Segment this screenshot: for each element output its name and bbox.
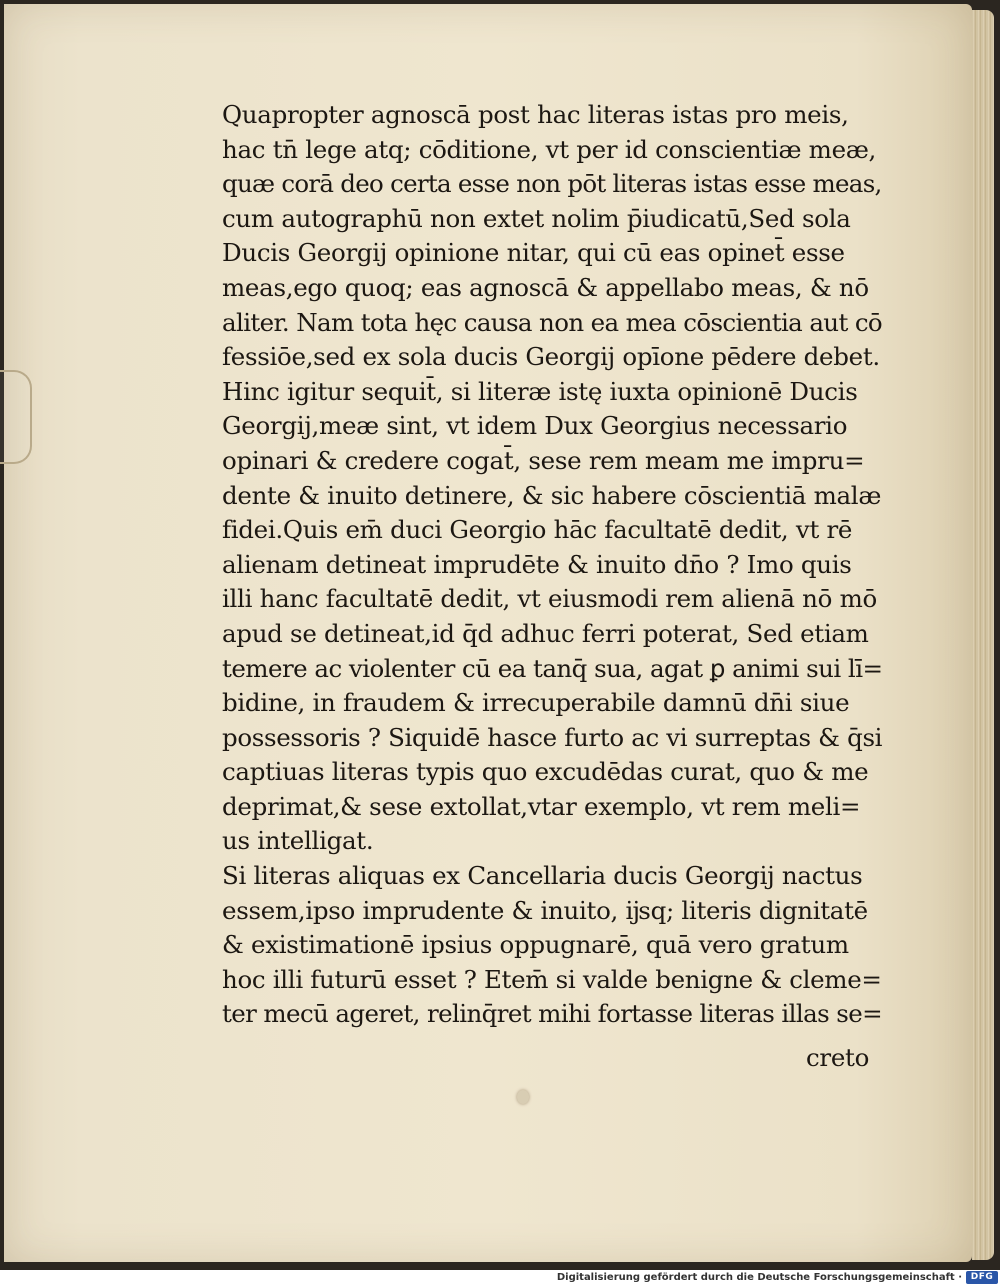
text-line: deprimat,& sese extollat,vtar exemplo, vt rem meli= [222, 791, 861, 821]
clasp-mark [0, 370, 32, 464]
footer-bar [0, 1270, 1000, 1285]
text-line: Hinc igitur sequit̄, si literæ istę iuxta opinionē Ducis [222, 376, 858, 406]
text-line: bidine, in fraudem & irrecuperabile damnū dn̄i siue [222, 688, 850, 718]
text-line: Georgij,meæ sint, vt idem Dux Georgius necessario [222, 411, 848, 441]
text-line: alienam detineat imprudēte & inuito dn̄o ? Imo quis [222, 549, 852, 579]
text-line: essem,ipso imprudente & inuito, ĳsq; literis dignitatē [222, 895, 868, 925]
text-line: captiuas literas typis quo excudēdas curat, quo & me [222, 757, 869, 787]
footer-credit: Digitalisierung gefördert durch die Deutsche Forschungsgemeinschaft · [556, 1272, 962, 1283]
text-line: ter mecū ageret, relinq̄ret mihi fortasse literas illas se= [222, 999, 883, 1029]
text-line: temere ac violenter cū ea tanq̄ sua, agat ꝑ animi sui lī= [222, 653, 883, 683]
text-line: cum autographū non extet nolim p̄iudicatū,Sed sola [222, 203, 851, 233]
text-line: fidei.Quis em̄ duci Georgio hāc facultatē dedit, vt rē [222, 515, 853, 545]
text-line: Quapropter agnoscā post hac literas istas pro meis, [222, 100, 849, 129]
text-line: Si literas aliquas ex Cancellaria ducis Georgij nactus [222, 861, 863, 891]
text-line: apud se detineat,id q̄d adhuc ferri poterat, Sed etiam [222, 618, 869, 648]
dfg-logo: DFG [966, 1271, 998, 1284]
text-line: illi hanc facultatē dedit, vt eiusmodi rem alienā nō mō [222, 584, 877, 614]
text-line: us intelligat. [222, 826, 374, 856]
text-line: opinari & credere cogat̄, sese rem meam me impru= [222, 445, 865, 475]
text-line: meas,ego quoq; eas agnoscā & appellabo meas, & nō [222, 272, 869, 302]
paper-stain [517, 1090, 529, 1104]
text-line: hoc illi futurū esset ? Etem̄ si valde benigne & cleme= [222, 964, 882, 994]
text-line: possessoris ? Siquidē hasce furto ac vi surreptas & q̄si [222, 722, 883, 752]
text-line: Ducis Georgij opinione nitar, qui cū eas opinet̄ esse [222, 238, 845, 268]
text-line: hac tn̄ lege atq; cōditione, vt per id conscientiæ meæ, [222, 134, 877, 164]
text-line: aliter. Nam tota hęc causa non ea mea cōscientia aut cō [222, 307, 883, 337]
text-block [222, 98, 882, 1032]
catchword: creto [806, 1043, 870, 1072]
text-line: quæ corā deo certa esse non pōt literas istas esse meas, [222, 169, 882, 199]
page-edges [972, 10, 994, 1260]
text-line: & existimationē ipsius oppugnarē, quā vero gratum [222, 930, 849, 960]
text-line: fessiōe,sed ex sola ducis Georgij opīone pēdere debet. [222, 342, 880, 372]
text-line: dente & inuito detinere, & sic habere cōscientiā malæ [222, 480, 882, 510]
